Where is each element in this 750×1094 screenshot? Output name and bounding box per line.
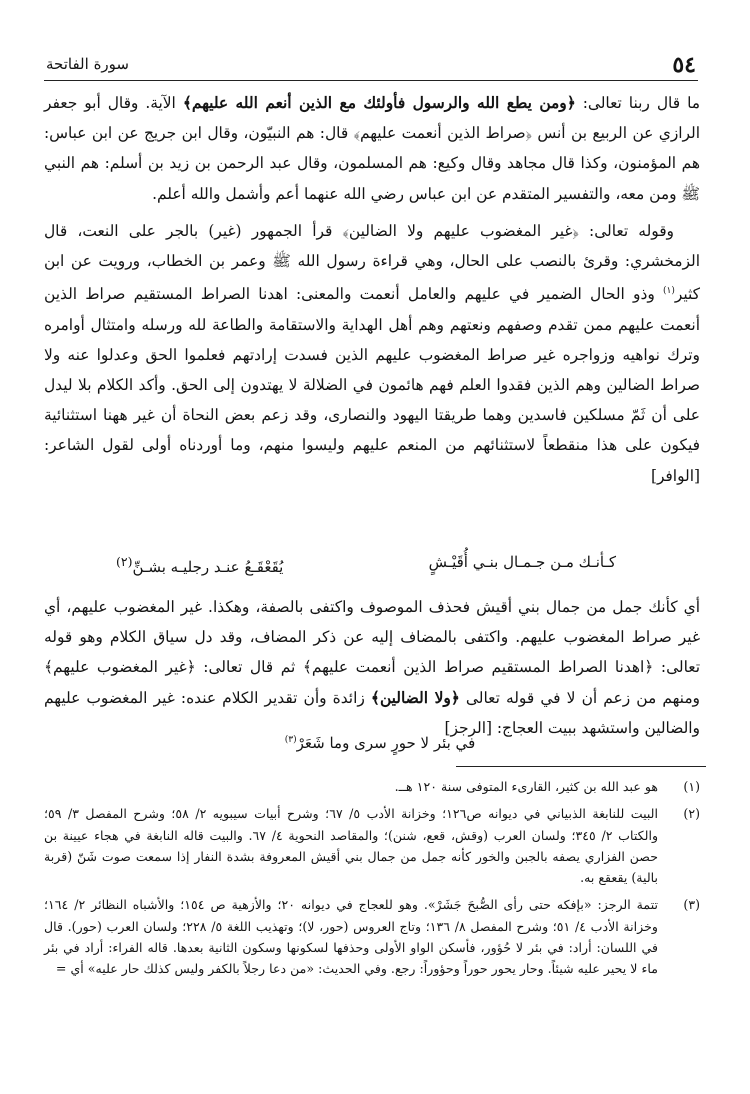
paragraph-1: [44, 88, 700, 209]
para2-text-a: وقوله تعالى: ﴿غير المغضوب عليهم ولا الضالين﴾ قرأ الجمهور (غير) بالجر على النعت، قال الزمخشري: وقرئ بالنصب على الحال، وهي قراءة رسول الله ﷺ وعمر بن الخطاب، ورويت عن ابن كثير: [44, 221, 700, 304]
footnotes: [44, 776, 700, 986]
para1-text-a: ما قال ربنا تعالى:: [575, 94, 700, 112]
footnote-1: [44, 776, 700, 797]
footnote-3: [44, 894, 700, 979]
verse2-text: في بئر لا حورٍ سرى وما شَعَرْ: [296, 734, 476, 752]
para3-text-a: أي كأنك جمل من جمال بني أقيش فحذف الموصوف واكتفى بالصفة، وهكذا. غير المغضوب عليهم، أي غير صراط المغضوب عليهم. واكتفى بالمضاف إليه عن ذكر المضاف، وقد دل سياق الكلام وهو قوله تعالى: ﴿اهدنا الصراط المستقيم صراط الذين أنعمت عليهم﴾ ثم قال تعالى: ﴿غير المغضوب عليهم﴾ ومنهم من زعم أن لا في قوله تعالى: [44, 598, 700, 707]
footnote-divider: [456, 766, 706, 767]
poetry-verse-1: [116, 548, 616, 576]
footnote-text: البيت للنابغة الذبياني في ديوانه ص١٢٦؛ وخزانة الأدب ٥/ ٦٧؛ وشرح أبيات سيبويه ٢/ ٥٨؛ وشرح المفصل ٣/ ٥٩؛ والكتاب ٢/ ٣٤٥؛ ولسان العرب (وقش، قعع، شنن)؛ والمقاصد النحوية ٤/ ٦٧. والبيت قاله النابغة في هجاء عيينة بن حصن الفزاري يصفه بالجبن والخور كأنه جمل من جمال بني أقيش المعروفة بشدة النفار إذا سمعت صوت شَنّ (قربة بالية) يقعقع به.: [44, 806, 659, 886]
para1-text-b: الآية. وقال أبو جعفر الرازي عن الربيع بن أنس ﴿صراط الذين أنعمت عليهم﴾ قال: هم النبيّون، وقال ابن جريج عن ابن عباس: هم المؤمنون، وكذا قال مجاهد وقال وكيع: هم المسلمون، وقال عبد الرحمن بن زيد بن أسلم: هم النبي ﷺ ومن معه، والتفسير المتقدم عن ابن عباس رضي الله عنهما أعم وأشمل والله أعلم.: [44, 94, 700, 203]
para3-quran-quote: ﴿ولا الضالين﴾: [370, 688, 460, 707]
footnote-ref-1: (١): [663, 286, 675, 297]
surah-title: سورة الفاتحة: [46, 55, 129, 73]
paragraph-3: [44, 592, 700, 743]
footnote-text: تتمة الرجز: «بإفكه حتى رأى الصُّبحَ جَشَرْ». وهو للعجاج في ديوانه ٢٠؛ والأزهية ص ١٥٤؛ والأشباه النظائر ٢/ ١٦٤؛ وخزانة الأدب ٤/ ٥١؛ وشرح المفصل ٨/ ١٣٦؛ وتاج العروس (حور، لا)؛ وتهذيب اللغة ٥/ ٢٢٨؛ ولسان العرب (حور). قال في اللسان: أراد: في بئر لا حُؤور، فأسكن الواو الأولى وحذفها لسكونها وسكون الثانية بعدها. قاله الفراء: أراد في بئر ماء لا يحير عليه شيئاً. وحار يحور حوراً وحؤوراً: رجع. وفي الحديث: «من دعا رجلاً بالكفر وليس كذلك حار عليه» أي =: [44, 897, 659, 977]
verse1-second-hemistich: [116, 548, 283, 581]
paragraph-2: [44, 216, 700, 491]
verse1-first-hemistich: كـأنـك مـن جـمـال بنـي أُقَيْـشٍ: [428, 553, 616, 571]
para3-text-b: زائدة وأن تقدير الكلام عنده: غير المغضوب عليهم والضالين واستشهد ببيت العجاج: [الرجز]: [44, 688, 700, 737]
para1-quran-quote: ﴿ومن يطع الله والرسول فأولئك مع الذين أنعم الله عليهم﴾: [182, 94, 576, 112]
poetry-verse-2: [230, 726, 530, 757]
verse1-second-text: يُقَعْقَـعُ عنـد رجليـه بشـنِّ: [132, 558, 284, 576]
footnote-ref-2: (٢): [116, 554, 133, 569]
main-text: [44, 88, 700, 491]
page-number: ٥٤: [672, 52, 696, 78]
running-header: [44, 54, 698, 78]
footnote-2: [44, 803, 700, 888]
para2-text-b: وذو الحال الضمير في عليهم والعامل أنعمت والمعنى: اهدنا الصراط المستقيم صراط الذين أنعمت عليهم ممن تقدم وصفهم ونعتهم وهم أهل الهداية والاستقامة والطاعة لله ورسله وامتثال أوامره وترك نواهيه وزواجره غير صراط المغضوب عليهم الذين فسدت إرادتهم فعلموا الحق وعدلوا عنه ولا صراط الضالين وهم الذين فقدوا العلم فهم هائمون في الضلالة لا يهتدون إلى الحق. وأكد الكلام بلا ليدل على أن ثَمّ مسلكين فاسدين وهما طريقتا اليهود والنصارى، وقد زعم بعض النحاة أن غير ههنا استثنائية فيكون على هذا منقطعاً لاستثنائهم من المنعم عليهم وليسوا منهم، وما أوردناه أولى لقول الشاعر: [الوافر]: [44, 285, 700, 485]
footnote-number: (٢): [683, 806, 700, 822]
main-text-continued: [44, 592, 700, 743]
footnote-text: هو عبد الله بن كثير، القارىء المتوفى سنة ١٢٠ هــ.: [394, 779, 658, 794]
header-divider: [44, 80, 698, 81]
footnote-ref-3: (٣): [284, 735, 297, 745]
footnote-number: (٣): [683, 897, 700, 913]
footnote-number: (١): [683, 779, 700, 794]
